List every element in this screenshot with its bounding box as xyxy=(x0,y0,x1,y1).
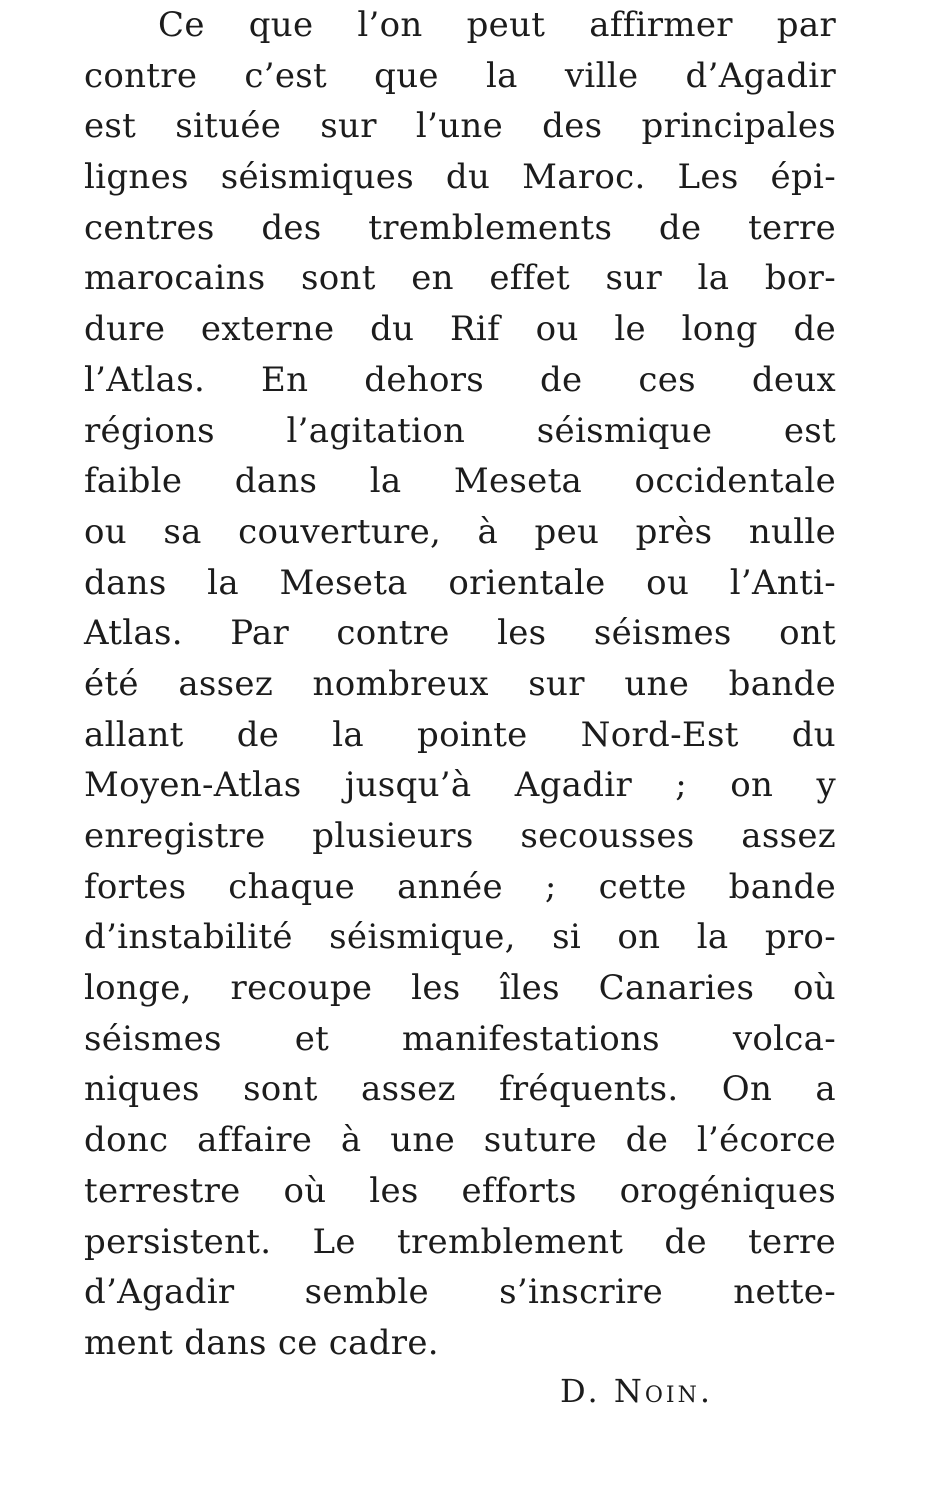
article-paragraph xyxy=(84,0,836,1369)
text-line: donc affaire à une suture de l’écorce xyxy=(84,1120,836,1161)
text-line: Atlas. Par contre les séismes ont xyxy=(84,613,836,654)
text-line: enregistre plusieurs secousses assez xyxy=(84,816,836,856)
text-line: d’instabilité séismique, si on la pro- xyxy=(84,917,836,958)
text-line: ment dans ce cadre. xyxy=(84,1322,439,1363)
text-line: d’Agadir semble s’inscrire nette- xyxy=(84,1272,836,1313)
author-signature: D. Noin. xyxy=(560,1372,714,1410)
text-line: terrestre où les efforts orogéniques xyxy=(84,1170,836,1211)
text-line: été assez nombreux sur une bande xyxy=(84,663,836,704)
text-line: ou sa couverture, à peu près nulle xyxy=(84,511,836,552)
text-line: contre c’est que la ville d’Agadir xyxy=(84,55,836,96)
text-line: lignes séismiques du Maroc. Les épi- xyxy=(84,157,836,198)
text-line: faible dans la Meseta occidentale xyxy=(84,461,836,502)
text-line: allant de la pointe Nord-Est du xyxy=(84,714,836,755)
text-line: est située sur l’une des principales xyxy=(84,106,836,147)
text-line: dure externe du Rif ou le long de xyxy=(84,309,836,350)
text-line: Ce que l’on peut affirmer par xyxy=(158,5,836,45)
text-line: persistent. Le tremblement de terre xyxy=(84,1221,836,1262)
text-line: marocains sont en effet sur la bor- xyxy=(84,258,836,299)
text-line: niques sont assez fréquents. On a xyxy=(84,1069,836,1110)
text-line: l’Atlas. En dehors de ces deux xyxy=(84,359,836,400)
text-line: Moyen-Atlas jusqu’à Agadir ; on y xyxy=(84,765,836,806)
text-line: dans la Meseta orientale ou l’Anti- xyxy=(84,562,836,603)
text-line: régions l’agitation séismique est xyxy=(84,410,836,451)
text-line: fortes chaque année ; cette bande xyxy=(84,866,836,907)
text-line: longe, recoupe les îles Canaries où xyxy=(84,968,836,1009)
text-line: centres des tremblements de terre xyxy=(84,207,836,248)
text-line: séismes et manifestations volca- xyxy=(84,1018,836,1059)
